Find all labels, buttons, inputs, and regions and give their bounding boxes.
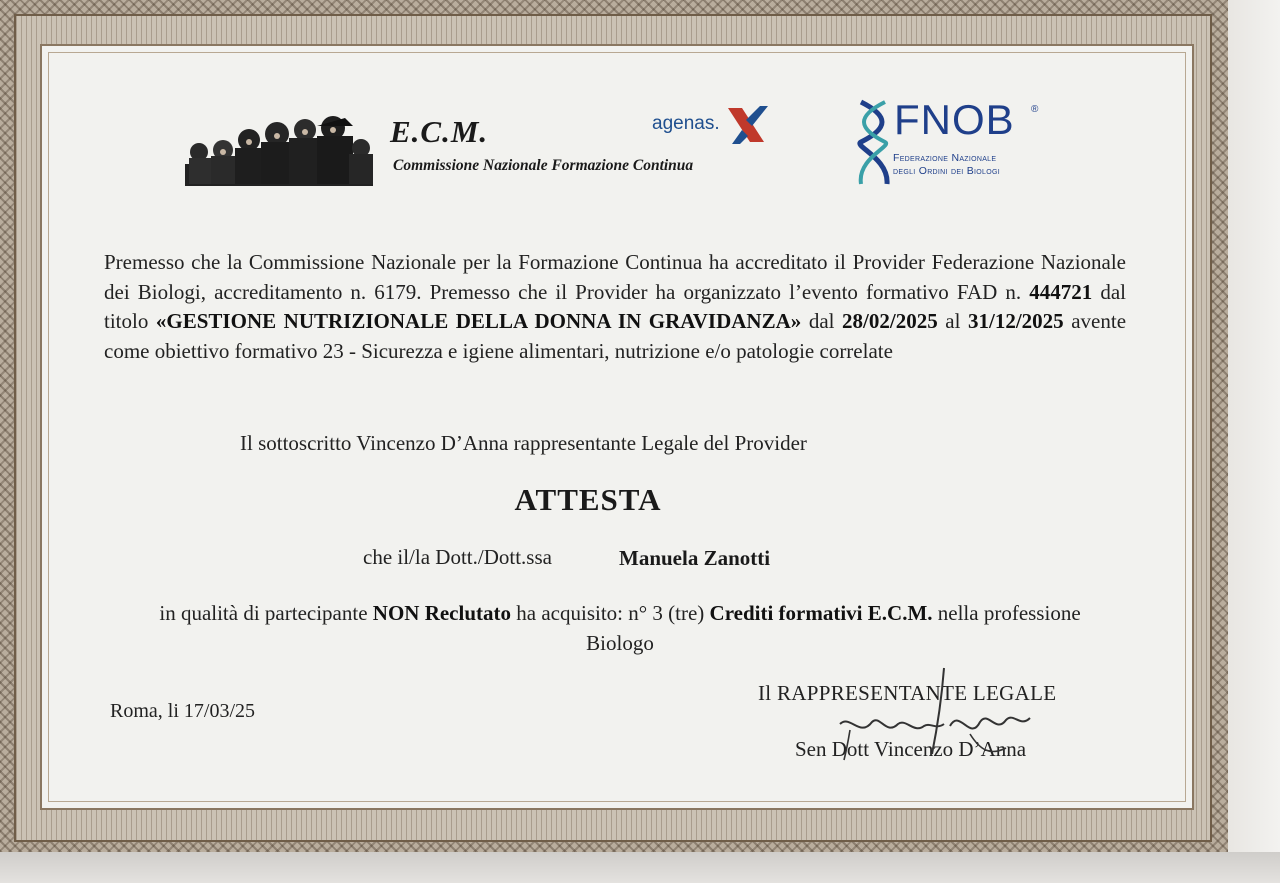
- credits-text-2: ha acquisito: n° 3 (tre): [511, 601, 710, 625]
- event-number: 444721: [1029, 279, 1093, 304]
- ecm-title: E.C.M.: [390, 114, 489, 149]
- screen-right-gutter: [1228, 0, 1280, 883]
- agenas-logo: [652, 104, 772, 148]
- ecm-subtitle: Commissione Nazionale Formazione Continua: [393, 157, 694, 174]
- attesta-heading: ATTESTA: [514, 482, 662, 517]
- fnob-logo: [855, 96, 1055, 188]
- premise-text-2: dal titolo: [104, 279, 1127, 333]
- recipient-name: Manuela Zanotti: [619, 546, 771, 570]
- premise-text-5: avente come obiettivo formativo 23 - Sicurezza e igiene alimentari, nutrizione e/o patologie correlate: [104, 309, 1127, 363]
- recipient-prefix: che il/la Dott./Dott.ssa: [363, 545, 552, 569]
- premise-text-1: Premesso che la Commissione Nazionale per la Formazione Continua ha accreditato il Provider Federazione Nazionale dei Biologi, accreditamento n. 6179. Premesso che il Provider ha organizzato l’evento formativo FAD n.: [104, 250, 1126, 304]
- credits-type: Crediti formativi E.C.M.: [709, 601, 933, 625]
- premise-paragraph: [104, 248, 1126, 366]
- participant-role: NON Reclutato: [372, 601, 512, 625]
- place-and-date: Roma, li 17/03/25: [110, 700, 255, 722]
- handwritten-signature: [820, 664, 1050, 774]
- legal-representative-title: Il RAPPRESENTANTE LEGALE: [758, 681, 1057, 705]
- agenas-x-mark-icon: [724, 104, 768, 146]
- premise-text-4: al: [937, 309, 968, 333]
- credits-statement: [130, 598, 1110, 658]
- screen-bottom-edge: [0, 852, 1280, 883]
- premise-text-3: dal: [801, 309, 843, 333]
- event-date-to: 31/12/2025: [968, 309, 1064, 333]
- fnob-registered-mark: ®: [1031, 104, 1039, 115]
- agenas-wordmark: agenas.: [652, 113, 720, 134]
- ecm-people-illustration: [185, 112, 375, 186]
- credits-text-3: nella professione Biologo: [586, 601, 1081, 655]
- signatory-statement: Il sottoscritto Vincenzo D’Anna rappresentante Legale del Provider: [240, 431, 807, 455]
- event-title: «GESTIONE NUTRIZIONALE DELLA DONNA IN GRAVIDANZA»: [155, 309, 802, 333]
- dna-helix-icon: [855, 98, 895, 186]
- fnob-subtitle-line2: degli Ordini dei Biologi: [893, 165, 1000, 177]
- fnob-wordmark: FNOB: [894, 96, 1015, 143]
- event-date-from: 28/02/2025: [842, 309, 938, 333]
- credits-text-1: in qualità di partecipante: [159, 601, 373, 625]
- fnob-subtitle-line1: Federazione Nazionale: [893, 152, 997, 164]
- legal-representative-name: Sen Dott Vincenzo D’Anna: [795, 737, 1027, 761]
